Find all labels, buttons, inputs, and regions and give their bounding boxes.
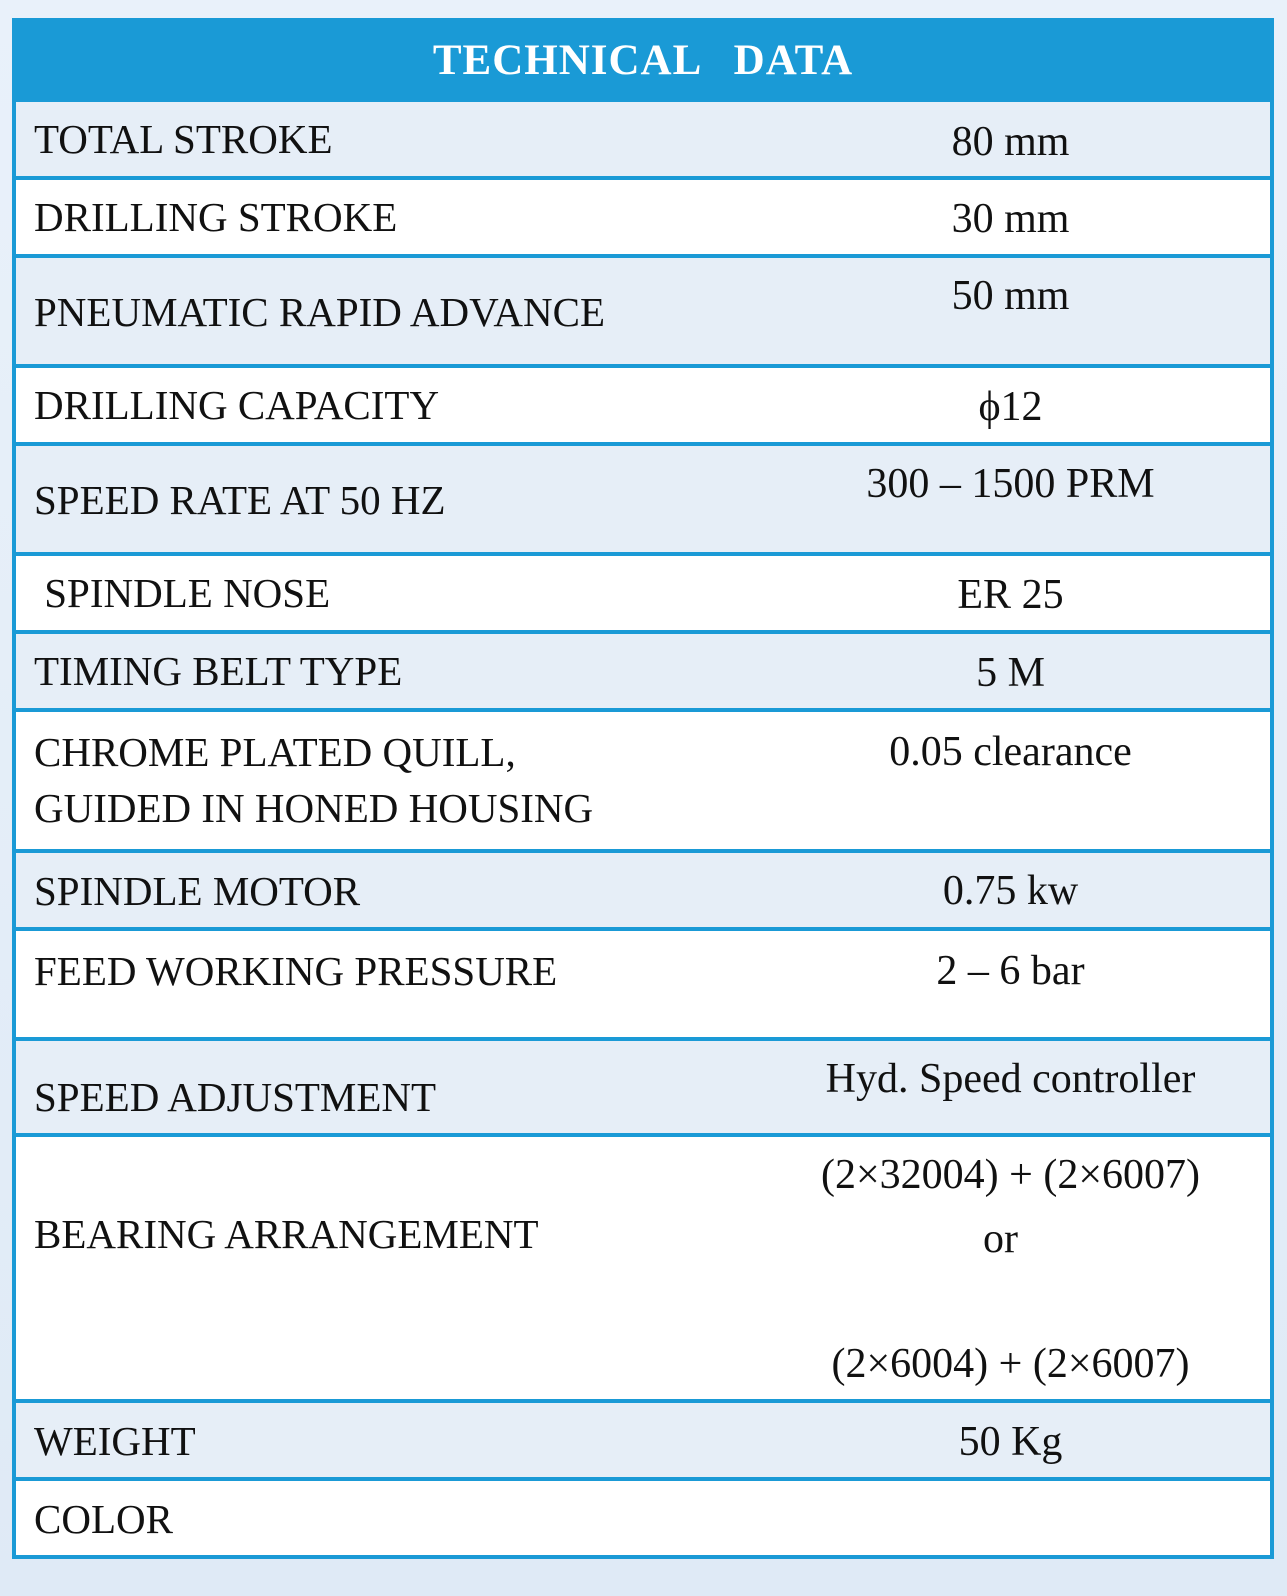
row-value (751, 1481, 1270, 1555)
table-row (16, 630, 1270, 708)
row-value-line: (2×32004) + (2×6007) (820, 1152, 1200, 1198)
row-value: ϕ12 (978, 384, 1043, 430)
row-value: Hyd. Speed controller (825, 1056, 1196, 1102)
table-row (16, 849, 1270, 927)
table-row (16, 1399, 1270, 1477)
row-value: 80 mm (951, 119, 1070, 165)
row-value: 300 – 1500 PRM (866, 461, 1155, 507)
table-row (16, 708, 1270, 849)
table-row (16, 552, 1270, 630)
row-label: SPEED RATE AT 50 HZ (34, 477, 446, 523)
row-label: DRILLING STROKE (34, 194, 398, 240)
row-value-line: or (983, 1216, 1018, 1262)
table-row (16, 98, 1270, 176)
row-label: DRILLING CAPACITY (34, 382, 440, 428)
table-row (16, 254, 1270, 364)
row-label: FEED WORKING PRESSURE (34, 948, 558, 994)
row-label: WEIGHT (34, 1418, 196, 1464)
row-label: COLOR (34, 1496, 173, 1542)
row-value: 50 Kg (958, 1419, 1063, 1465)
row-label-line: CHROME PLATED QUILL, (34, 729, 516, 775)
row-value: 0.05 clearance (889, 729, 1132, 775)
row-label: SPEED ADJUSTMENT (34, 1074, 437, 1120)
row-value: 5 M (976, 650, 1045, 696)
table-row (16, 1037, 1270, 1133)
row-label: PNEUMATIC RAPID ADVANCE (34, 289, 606, 335)
row-label-line: GUIDED IN HONED HOUSING (34, 785, 594, 831)
row-value: 0.75 kw (942, 868, 1079, 914)
technical-data-table (12, 18, 1274, 1559)
row-label (16, 712, 751, 849)
row-value: 30 mm (951, 196, 1070, 242)
row-value: 50 mm (951, 273, 1070, 319)
row-label: BEARING ARRANGEMENT (34, 1211, 539, 1257)
table-row (16, 176, 1270, 254)
table-row (16, 364, 1270, 442)
row-label: TIMING BELT TYPE (34, 648, 403, 694)
row-label: SPINDLE NOSE (34, 570, 331, 616)
table-row (16, 442, 1270, 552)
row-value: 2 – 6 bar (936, 948, 1085, 994)
table-row (16, 1477, 1270, 1555)
table-row (16, 927, 1270, 1037)
row-value: ER 25 (957, 572, 1064, 618)
table-title: TECHNICAL DATA (16, 22, 1270, 98)
row-label: TOTAL STROKE (34, 116, 333, 162)
row-value-line: (2×6004) + (2×6007) (831, 1341, 1190, 1387)
row-value (751, 1137, 1270, 1399)
table-row (16, 1133, 1270, 1399)
row-label: SPINDLE MOTOR (34, 868, 361, 914)
